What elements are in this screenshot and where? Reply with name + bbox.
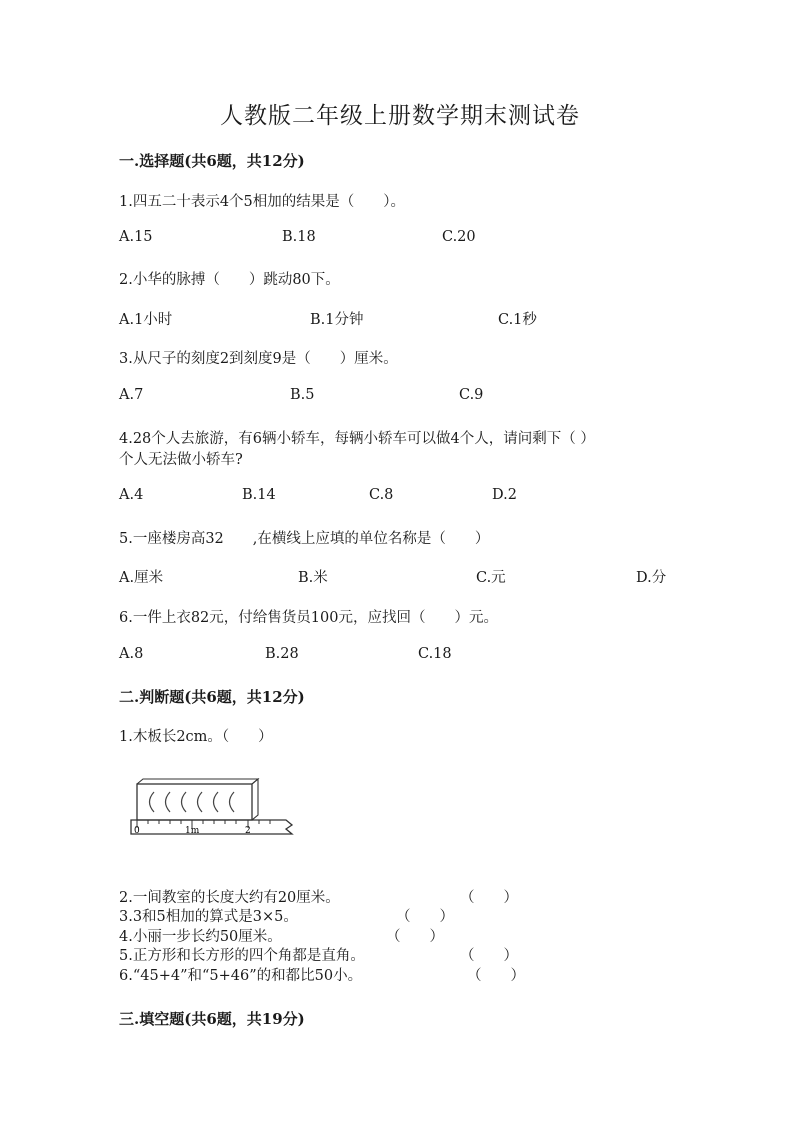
wood-board bbox=[137, 784, 252, 820]
choice-2-option-a[interactable]: A.1小时 bbox=[119, 312, 173, 328]
choice-3-option-b[interactable]: B.5 bbox=[290, 387, 315, 403]
choice-question-4-line1: 4.28个人去旅游，有6辆小轿车，每辆小轿车可以做4个人，请问剩下（ ） bbox=[119, 431, 595, 447]
judge-question-1: 1.木板长2cm。（ ） bbox=[119, 729, 273, 745]
judge-question-5: 5.正方形和长方形的四个角都是直角。 bbox=[119, 948, 365, 964]
tick-label-2: 2 bbox=[245, 826, 251, 836]
judge-4-answer-paren[interactable]: （ ） bbox=[386, 929, 444, 945]
choice-6-option-a[interactable]: A.8 bbox=[119, 646, 144, 662]
choice-question-4-line2: 个人无法做小轿车? bbox=[119, 452, 243, 468]
choice-4-option-b[interactable]: B.14 bbox=[242, 487, 276, 503]
choice-3-option-a[interactable]: A.7 bbox=[119, 387, 144, 403]
choice-6-option-c[interactable]: C.18 bbox=[418, 646, 452, 662]
choice-question-5: 5.一座楼房高32 ,在横线上应填的单位名称是（ ） bbox=[119, 531, 490, 547]
choice-6-option-b[interactable]: B.28 bbox=[265, 646, 299, 662]
choice-1-option-c[interactable]: C.20 bbox=[442, 229, 476, 245]
section-heading-fill: 三.填空题(共6题，共19分) bbox=[119, 1010, 305, 1028]
choice-5-option-a[interactable]: A.厘米 bbox=[119, 570, 164, 586]
judge-2-answer-paren[interactable]: （ ） bbox=[460, 890, 518, 906]
section-heading-judge: 二.判断题(共6题，共12分) bbox=[119, 688, 305, 706]
judge-question-3: 3.3和5相加的算式是3×5。 bbox=[119, 909, 298, 925]
choice-1-option-a[interactable]: A.15 bbox=[119, 229, 153, 245]
judge-3-answer-paren[interactable]: （ ） bbox=[396, 909, 454, 925]
choice-5-option-b[interactable]: B.米 bbox=[298, 570, 328, 586]
choice-1-option-b[interactable]: B.18 bbox=[282, 229, 316, 245]
wood-grain bbox=[150, 792, 235, 812]
choice-question-3: 3.从尺子的刻度2到刻度9是（ ）厘米。 bbox=[119, 351, 398, 367]
section-heading-choice: 一.选择题(共6题，共12分) bbox=[119, 152, 305, 170]
choice-2-option-c[interactable]: C.1秒 bbox=[498, 312, 537, 328]
judge-question-6: 6.“45+4”和“5+46”的和都比50小。 bbox=[119, 968, 363, 984]
tick-label-1m: 1m bbox=[185, 826, 200, 836]
board-on-ruler-figure bbox=[128, 778, 300, 840]
choice-4-option-d[interactable]: D.2 bbox=[492, 487, 517, 503]
choice-5-option-c[interactable]: C.元 bbox=[476, 570, 506, 586]
choice-question-6: 6.一件上衣82元，付给售货员100元，应找回（ ）元。 bbox=[119, 610, 498, 626]
choice-question-1: 1.四五二十表示4个5相加的结果是（ ）。 bbox=[119, 194, 406, 210]
choice-5-option-d[interactable]: D.分 bbox=[636, 570, 667, 586]
choice-4-option-a[interactable]: A.4 bbox=[119, 487, 144, 503]
tick-label-0: 0 bbox=[134, 826, 140, 836]
choice-question-2: 2.小华的脉搏（ ）跳动80下。 bbox=[119, 272, 340, 288]
judge-question-2: 2.一间教室的长度大约有20厘米。 bbox=[119, 890, 340, 906]
judge-6-answer-paren[interactable]: （ ） bbox=[467, 968, 525, 984]
ruler bbox=[131, 820, 292, 834]
choice-3-option-c[interactable]: C.9 bbox=[459, 387, 484, 403]
judge-question-4: 4.小丽一步长约50厘米。 bbox=[119, 929, 282, 945]
choice-4-option-c[interactable]: C.8 bbox=[369, 487, 394, 503]
choice-2-option-b[interactable]: B.1分钟 bbox=[310, 312, 364, 328]
judge-5-answer-paren[interactable]: （ ） bbox=[460, 948, 518, 964]
page-title: 人教版二年级上册数学期末测试卷 bbox=[220, 103, 580, 129]
